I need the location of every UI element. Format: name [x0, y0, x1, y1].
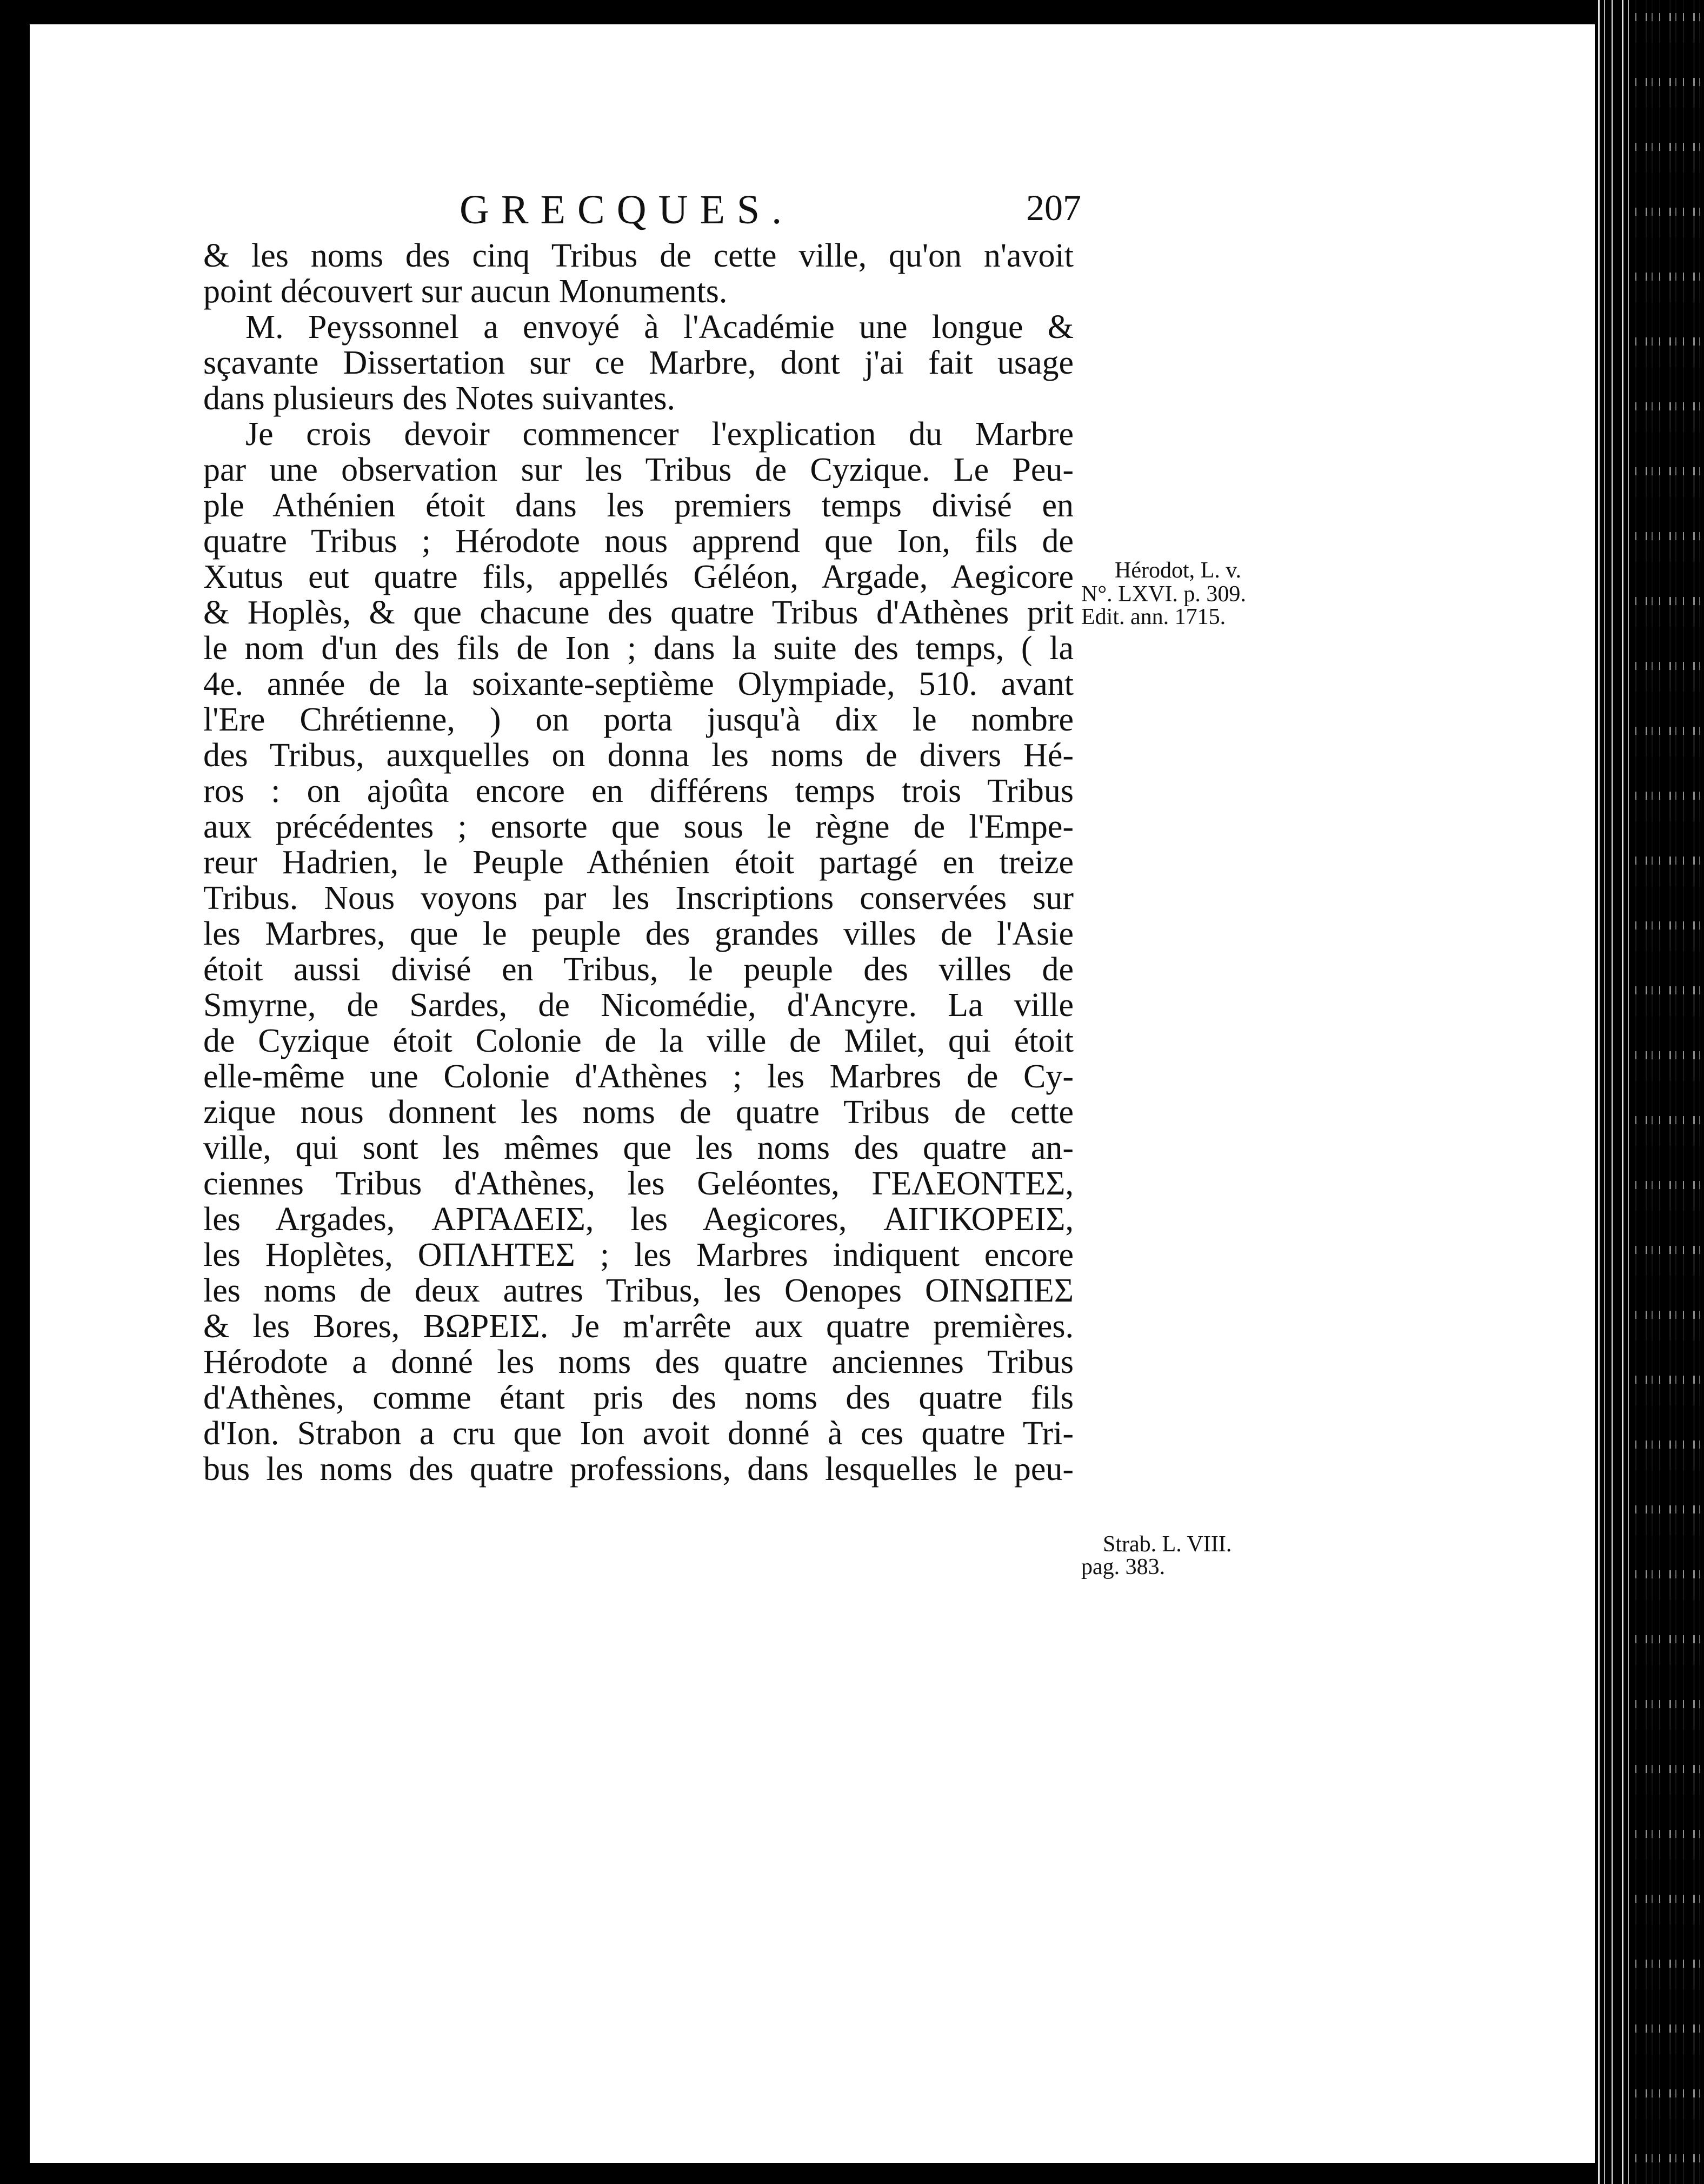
- body-text: [203, 238, 1074, 1487]
- page-edge-texture: [1633, 0, 1704, 2184]
- text-line: Xutus eut quatre fils, appellés Géléon, Argade, Aegicore: [203, 559, 1074, 595]
- margin-note-herodot-line-2: N°. LXVI. p. 309.: [1081, 582, 1246, 607]
- text-line: d'Athènes, comme étant pris des noms des quatre fils: [203, 1379, 1074, 1416]
- text-line: sçavante Dissertation sur ce Marbre, dont j'ai fait usage: [203, 344, 1074, 381]
- text-line: ros : on ajoûta encore en différens temps trois Tribus: [203, 773, 1074, 809]
- text-line: par une observation sur les Tribus de Cyzique. Le Peu-: [203, 452, 1074, 488]
- text-line: elle-même une Colonie d'Athènes ; les Marbres de Cy-: [203, 1058, 1074, 1095]
- text-line: aux précédentes ; ensorte que sous le règne de l'Empe-: [203, 808, 1074, 845]
- text-line: étoit aussi divisé en Tribus, le peuple des villes de: [203, 951, 1074, 988]
- text-line: quatre Tribus ; Hérodote nous apprend que Ion, fils de: [203, 523, 1074, 560]
- page-number: 207: [1026, 187, 1081, 228]
- text-line: les Hoplètes, ΟΠΛΗΤΕΣ ; les Marbres indiquent encore: [203, 1237, 1074, 1273]
- text-line: reur Hadrien, le Peuple Athénien étoit partagé en treize: [203, 844, 1074, 881]
- text-line: Smyrne, de Sardes, de Nicomédie, d'Ancyre. La ville: [203, 987, 1074, 1024]
- text-line: les noms de deux autres Tribus, les Oenopes ΟΙΝΩΠΕΣ: [203, 1272, 1074, 1309]
- text-line: dans plusieurs des Notes suivantes.: [203, 380, 676, 417]
- margin-note-strab-line-2: pag. 383.: [1081, 1555, 1166, 1579]
- text-line: zique nous donnent les noms de quatre Tribus de cette: [203, 1094, 1074, 1131]
- text-line: Je crois devoir commencer l'explication du Marbre: [245, 416, 1074, 453]
- margin-note-strab-line-1: Strab. L. VIII.: [1103, 1532, 1232, 1557]
- text-line: des Tribus, auxquelles on donna les noms de divers Hé-: [203, 737, 1074, 774]
- margin-note-herodot-line-1: Hérodot, L. v.: [1115, 558, 1242, 583]
- text-line: bus les noms des quatre professions, dans lesquelles le peu-: [203, 1451, 1074, 1488]
- text-line: M. Peyssonnel a envoyé à l'Académie une longue &: [245, 309, 1074, 346]
- text-line: & les noms des cinq Tribus de cette ville, qu'on n'avoit: [203, 237, 1074, 274]
- text-line: ple Athénien étoit dans les premiers temps divisé en: [203, 487, 1074, 524]
- text-line: de Cyzique étoit Colonie de la ville de Milet, qui étoit: [203, 1023, 1074, 1059]
- text-line: & Hoplès, & que chacune des quatre Tribus d'Athènes prit: [203, 594, 1074, 631]
- text-line: ciennes Tribus d'Athènes, les Geléontes, ΓΕΛΕΟΝΤΕΣ,: [203, 1165, 1074, 1202]
- text-line: point découvert sur aucun Monuments.: [203, 273, 728, 310]
- margin-note-herodot-line-3: Edit. ann. 1715.: [1081, 605, 1226, 629]
- text-line: le nom d'un des fils de Ion ; dans la suite des temps, ( la: [203, 630, 1074, 667]
- text-line: Hérodote a donné les noms des quatre anciennes Tribus: [203, 1344, 1074, 1380]
- text-line: les Argades, ΑΡΓΑΔΕΙΣ, les Aegicores, ΑΙΓΙΚΟΡΕΙΣ,: [203, 1201, 1074, 1238]
- text-line: Tribus. Nous voyons par les Inscriptions conservées sur: [203, 880, 1074, 917]
- running-title: GRECQUES.: [460, 187, 794, 233]
- text-line: 4e. année de la soixante-septième Olympiade, 510. avant: [203, 666, 1074, 702]
- text-line: ville, qui sont les mêmes que les noms des quatre an-: [203, 1130, 1074, 1166]
- text-line: l'Ere Chrétienne, ) on porta jusqu'à dix le nombre: [203, 701, 1074, 738]
- text-line: d'Ion. Strabon a cru que Ion avoit donné à ces quatre Tri-: [203, 1415, 1074, 1452]
- page-header: [227, 187, 1081, 241]
- text-line: & les Bores, ΒΩΡΕΙΣ. Je m'arrête aux quatre premières.: [203, 1308, 1074, 1345]
- text-line: les Marbres, que le peuple des grandes villes de l'Asie: [203, 915, 1074, 952]
